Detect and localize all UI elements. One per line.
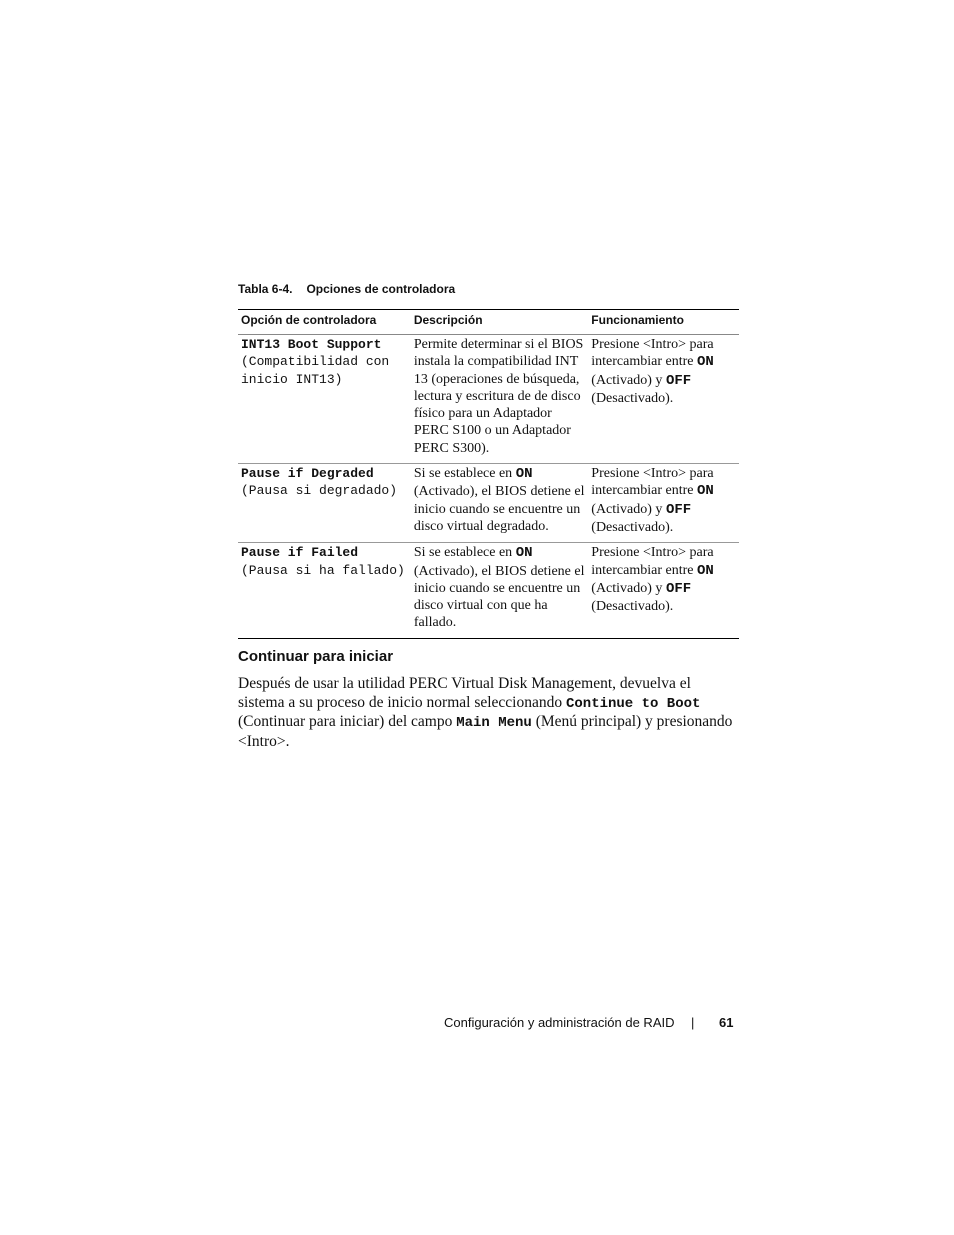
option-translation: (Compatibilidad con inicio INT13) [241, 354, 398, 387]
operation-cell [588, 335, 739, 464]
paragraph-text: (Menú principal) y presionando <Intro>. [238, 713, 733, 751]
header-description: Descripción [411, 310, 588, 335]
operation-text: Presione <Intro> para intercambiar entre [591, 466, 714, 499]
paragraph-text: Después de usar la utilidad PERC Virtual Disk Management, devuelva el sistema a su proceso de inicio normal seleccionando [238, 675, 691, 711]
table-row [238, 335, 739, 464]
page-footer [444, 1015, 734, 1030]
option-code: Pause if Failed [241, 545, 359, 561]
operation-text: (Desactivado). [591, 390, 674, 406]
off-keyword: OFF [665, 580, 692, 597]
description-text: Si se establece en [413, 466, 516, 482]
operation-text: (Activado) y [591, 372, 666, 388]
operation-cell [588, 543, 739, 638]
operation-text: (Activado) y [591, 501, 666, 517]
on-keyword: ON [515, 545, 533, 562]
option-code: Pause if Degraded [241, 466, 374, 482]
table-header-row [238, 310, 739, 335]
operation-cell [588, 464, 739, 543]
table-caption [238, 282, 455, 296]
on-keyword: ON [697, 562, 714, 579]
continue-to-boot-code: Continue to Boot [565, 695, 701, 712]
table-title: Opciones de controladora [306, 282, 456, 296]
table-row [238, 543, 739, 638]
option-cell [238, 464, 411, 543]
operation-text: (Desactivado). [591, 599, 674, 615]
table-row [238, 464, 739, 543]
operation-text: (Desactivado). [591, 519, 674, 535]
off-keyword: OFF [665, 372, 692, 389]
description-cell [411, 543, 588, 638]
operation-text: Presione <Intro> para intercambiar entre [591, 337, 714, 370]
section-paragraph [238, 675, 738, 752]
main-menu-code: Main Menu [456, 715, 532, 732]
on-keyword: ON [697, 483, 714, 500]
section-heading: Continuar para iniciar [238, 648, 394, 665]
option-translation: (Pausa si ha fallado) [241, 562, 405, 578]
header-operation: Funcionamiento [588, 310, 739, 335]
description-text: (Activado), el BIOS detiene el inicio cuando se encuentre un disco virtual degradado. [413, 484, 585, 534]
option-code: INT13 Boot Support [241, 337, 382, 352]
option-cell [238, 543, 411, 638]
footer-separator: | [691, 1015, 695, 1030]
off-keyword: OFF [665, 501, 692, 518]
description-cell [411, 464, 588, 543]
on-keyword: ON [515, 466, 533, 483]
description-text: Si se establece en [413, 545, 516, 561]
on-keyword: ON [697, 354, 714, 371]
footer-chapter-title: Configuración y administración de RAID [444, 1015, 675, 1030]
paragraph-text: (Continuar para iniciar) del campo [238, 713, 457, 731]
controller-options-table [238, 309, 739, 639]
option-cell [238, 335, 411, 464]
description-cell: Permite determinar si el BIOS instala la compatibilidad INT 13 (operaciones de búsqueda, lectura y escritura de de disco físico para un Adaptador PERC S100 o un Adaptador PERC S300). [411, 335, 588, 464]
description-text: (Activado), el BIOS detiene el inicio cuando se encuentre un disco virtual con que ha fallado. [413, 563, 585, 631]
option-translation: (Pausa si degradado) [241, 483, 398, 499]
operation-text: Presione <Intro> para intercambiar entre [591, 545, 714, 578]
header-option: Opción de controladora [238, 310, 411, 335]
table-number: Tabla 6-4. [238, 282, 293, 296]
page-number: 61 [719, 1015, 734, 1030]
operation-text: (Activado) y [591, 580, 666, 596]
